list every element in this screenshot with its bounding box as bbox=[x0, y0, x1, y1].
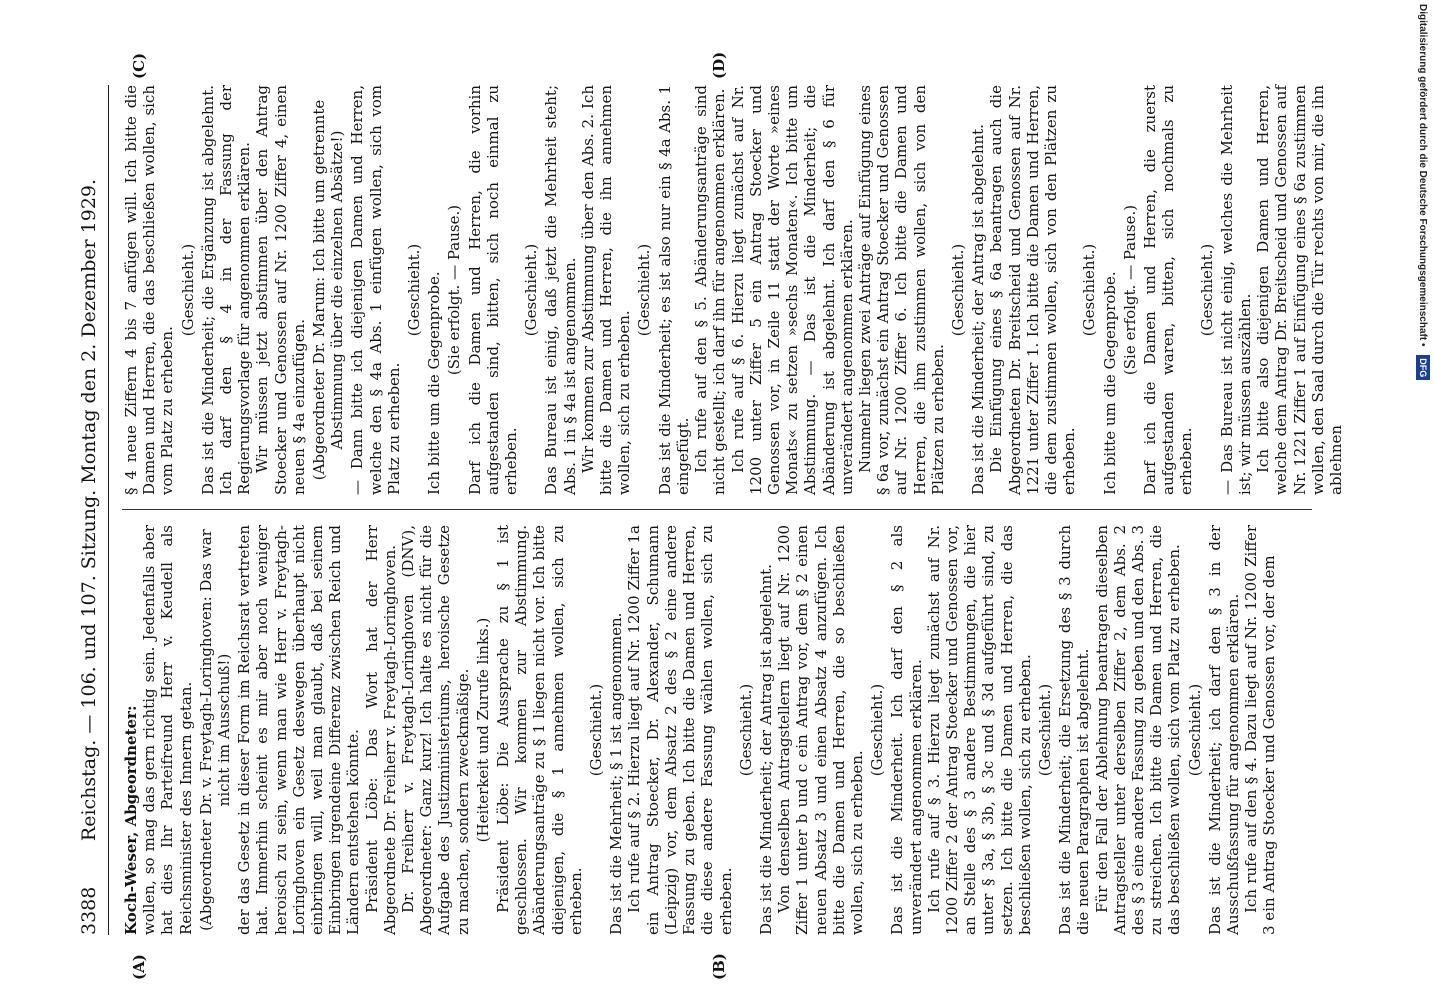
paragraph: Wir kommen zur Abstimmung über den Abs. 2. Ich bitte die Damen und Herren, die ihn annehmen wollen, sich zu erheben. bbox=[578, 85, 634, 495]
digitization-note bbox=[1412, 4, 1432, 378]
paragraph: (Geschieht.) bbox=[405, 243, 424, 337]
paragraph: (Geschieht.) bbox=[1197, 243, 1216, 337]
paragraph: Wir müssen jetzt abstimmen über den Antrag Stoecker und Genossen auf Nr. 1200 Ziffer 4, einen neuen § 4a einzufügen. bbox=[253, 85, 308, 495]
margin-marker-d: (D) bbox=[710, 51, 728, 79]
paragraph: Nunmehr liegen zwei Anträge auf Einfügung eines § 6a vor, zunächst ein Antrag Stoecker und Genossen auf Nr. 1200 Ziffer 6. Ich bitte die Damen und Herren, die ihm zustimmen wollen, sich von den Plätzen zu erheben. bbox=[855, 85, 947, 495]
paragraph: Das ist die Mehrheit; § 1 ist angenommen. bbox=[607, 612, 626, 935]
paragraph: Präsident Löbe: Das Wort hat der Herr Abgeordnete Dr. Freiherr v. Freytagh-Loringhoven. bbox=[362, 525, 399, 935]
paragraph: Ich bitte um die Gegenprobe. bbox=[1100, 271, 1119, 495]
paragraph: wollen, so mag das gern richtig sein. Jedenfalls aber hat dies Ihr Parteifreund Herr v. Keudell als Reichsminister des Innern getan. bbox=[140, 525, 195, 935]
paragraph: Für den Fall der Ablehnung beantragen dieselben Antragsteller unter derselben Ziffer 2, dem Abs. 2 des § 3 eine andere Fassung zu geben und den Abs. 3 zu streichen. Ich bitte die Damen und Herren, die das beschließen wollen, sich vom Platz zu erheben. bbox=[1092, 525, 1184, 935]
paragraph: (Geschieht.) bbox=[868, 683, 887, 777]
paragraph: Ich rufe auf § 2. Hierzu liegt auf Nr. 1200 Ziffer 1a ein Antrag Stoecker, Dr. Alexander, Schumann (Leipzig) vor, dem Absatz 2 des § 2 eine andere Fassung zu geben. Ich bitte die Damen und Herren, die diese andere Fassung wählen wollen, sich zu erheben. bbox=[625, 525, 735, 935]
paragraph: (Abgeordneter Dr. Marum: Ich bitte um getrennte Abstimmung über die einzelnen Absätze!) bbox=[310, 99, 347, 481]
margin-marker-c: (C) bbox=[130, 52, 148, 79]
paragraph: Die Einfügung eines § 6a beantragen auch die Abgeordneten Dr. Breitscheid und Genossen auf Nr. 1221 unter Ziffer 1. Ich bitte die Damen und Herren, die dem zustimmen wollen, sich von den Plätzen zu erheben. bbox=[987, 85, 1079, 495]
paragraph: Das ist die Minderheit; es ist also nur ein § 4a Abs. 1 eingefügt. bbox=[655, 85, 692, 495]
paragraph: Ich rufe auf § 6. Hierzu liegt zunächst auf Nr. 1200 unter Ziffer 5 ein Antrag Stoecker und Genossen vor, in Zeile 11 statt der Worte »eines Monats« zu setzen »sechs Monaten«. Ich bitte um Abstimmung. — Das ist die Minderheit; die Abänderung ist abgelehnt. Ich darf den § 6 für unverändert angenommen erklären. bbox=[728, 85, 856, 495]
paragraph: Ich rufe auf den § 4. Dazu liegt auf Nr. 1200 Ziffer 3 ein Antrag Stoecker und Genossen vor, der dem bbox=[1242, 525, 1279, 935]
paragraph: Dr. Freiherr v. Freytagh-Loringhoven (DNV), Abgeordneter: Ganz kurz! Ich halte es nicht für die Aufgabe des Justizministeriums, heroische Gesetze zu machen, sondern zweckmäßige. bbox=[399, 525, 472, 935]
paragraph: (Heiterkeit und Zurufe links.) bbox=[473, 617, 492, 843]
paragraph: Das ist die Minderheit; ich darf den § 3 in der Ausschußfassung für angenommen erklären. bbox=[1205, 525, 1242, 935]
header-rule bbox=[108, 85, 109, 935]
page-number: 3388 bbox=[78, 886, 100, 935]
paragraph: Präsident Löbe: Die Aussprache zu § 1 ist geschlossen. Wir kommen zur Abstimmung. Abänderungsanträge zu § 1 liegen nicht vor. Ich bitte diejenigen, die § 1 annehmen wollen, sich zu erheben. bbox=[494, 525, 585, 935]
document-page bbox=[70, 51, 1345, 980]
paragraph: — Das Bureau ist nicht einig, welches die Mehrheit ist; wir müssen auszählen. bbox=[1217, 85, 1254, 495]
page-header bbox=[70, 85, 108, 935]
paragraph: Ich bitte also diejenigen Damen und Herren, welche dem Antrag Dr. Breitscheid und Genossen auf Nr. 1221 Ziffer 1 auf Einfügung eines § 6a zustimmen wollen, den Saal durch die Tür rechts von mir, die ihn ablehnen bbox=[1254, 85, 1345, 495]
paragraph: (Geschieht.) bbox=[1185, 683, 1204, 777]
paragraph: Das ist die Minderheit; die Ergänzung ist abgelehnt. Ich darf den § 4 in der Fassung der Regierungsvorlage für angenommen erklären. bbox=[198, 85, 254, 495]
paragraph: Darf ich die Damen und Herren, die zuerst aufgestanden waren, bitten, sich nochmals zu erheben. bbox=[1140, 85, 1196, 495]
dfg-badge: DFG bbox=[1416, 355, 1430, 380]
paragraph: (Geschieht.) bbox=[587, 683, 606, 777]
paragraph: (Sie erfolgt. — Pause.) bbox=[1120, 204, 1139, 376]
paragraph: § 4 neue Ziffern 4 bis 7 anfügen will. Ich bitte die Damen und Herren, die das beschließen wollen, sich vom Platz zu erheben. bbox=[122, 85, 177, 495]
paragraph: Ich bitte um die Gegenprobe. bbox=[425, 271, 444, 495]
paragraph: (Sie erfolgt. — Pause.) bbox=[445, 204, 464, 376]
digitization-text: Digitalisierung gefördert durch die Deutsche Forschungsgemeinschaft • bbox=[1417, 4, 1428, 347]
paragraph: — Dann bitte ich diejenigen Damen und Herren, welche den § 4a Abs. 1 einfügen wollen, sich vom Platz zu erheben. bbox=[348, 85, 403, 495]
text-column-right bbox=[122, 85, 1345, 495]
margin-marker-a: (A) bbox=[130, 954, 148, 980]
paragraph: der das Gesetz in dieser Form im Reichsrat vertreten hat. Immerhin scheint es mir aber noch weniger heroisch zu sein, wenn man wie Herr v. Freytagh-Loringhoven ein Gesetz deswegen überhaupt nicht einbringen will, weil man glaubt, daß bei seinem Einbringen irgendeine Differenz zwischen Reich und Ländern entstehen könnte. bbox=[235, 525, 363, 935]
paragraph: Das ist die Minderheit; der Antrag ist abgelehnt. bbox=[969, 124, 988, 495]
text-column-left bbox=[122, 525, 1312, 935]
paragraph: (Geschieht.) bbox=[948, 243, 967, 337]
paragraph: (Geschieht.) bbox=[736, 683, 755, 777]
paragraph: Ich rufe auf § 3. Hierzu liegt zunächst auf Nr. 1200 Ziffer 2 der Antrag Stoecker und Genossen vor, an Stelle des § 3 andere Bestimmungen, die hier unter § 3a, § 3b, § 3c und § 3d aufgeführt sind, zu setzen. Ich bitte die Damen und Herren, die das beschließen wollen, sich zu erheben. bbox=[924, 525, 1034, 935]
paragraph: Das Bureau ist einig, daß jetzt die Mehrheit steht; Abs. 1 in § 4a ist angenommen. bbox=[542, 85, 579, 495]
running-head: Reichstag. — 106. und 107. Sitzung. Montag den 2. Dezember 1929. bbox=[78, 178, 100, 842]
paragraph: (Geschieht.) bbox=[635, 243, 654, 337]
paragraph: (Geschieht.) bbox=[1035, 683, 1054, 777]
paragraph: (Geschieht.) bbox=[1080, 243, 1099, 337]
paragraph: Das ist die Minderheit; der Antrag ist abgelehnt. bbox=[756, 564, 775, 935]
paragraph: Von denselben Antragstellern liegt auf Nr. 1200 Ziffer 1 unter b und c ein Antrag vor, dem § 2 einen neuen Absatz 3 und einen Absatz 4 anzufügen. Ich bitte die Damen und Herren, die so beschließen wollen, sich zu erheben. bbox=[775, 525, 866, 935]
paragraph: Das ist die Minderheit; die Ersetzung des § 3 durch die neuen Paragraphen ist abgelehnt. bbox=[1056, 525, 1093, 935]
paragraph: (Geschieht.) bbox=[178, 243, 197, 337]
paragraph: Koch-Weser, Abgeordneter: bbox=[122, 705, 140, 935]
paragraph: Das ist die Minderheit. Ich darf den § 2 als unverändert angenommen erklären. bbox=[888, 525, 925, 935]
paragraph: Ich rufe auf den § 5. Abänderungsanträge sind nicht gestellt; ich darf ihn für angenommen erklären. bbox=[692, 85, 729, 495]
paragraph: Darf ich die Damen und Herren, die vorhin aufgestanden sind, bitten, sich noch einmal zu erheben. bbox=[465, 85, 521, 495]
paragraph: (Abgeordneter Dr. v. Freytagh-Loringhoven: Das war nicht im Ausschuß!) bbox=[196, 529, 234, 931]
column-divider bbox=[122, 509, 1312, 510]
paragraph: (Geschieht.) bbox=[522, 243, 541, 337]
margin-marker-b: (B) bbox=[710, 953, 728, 980]
